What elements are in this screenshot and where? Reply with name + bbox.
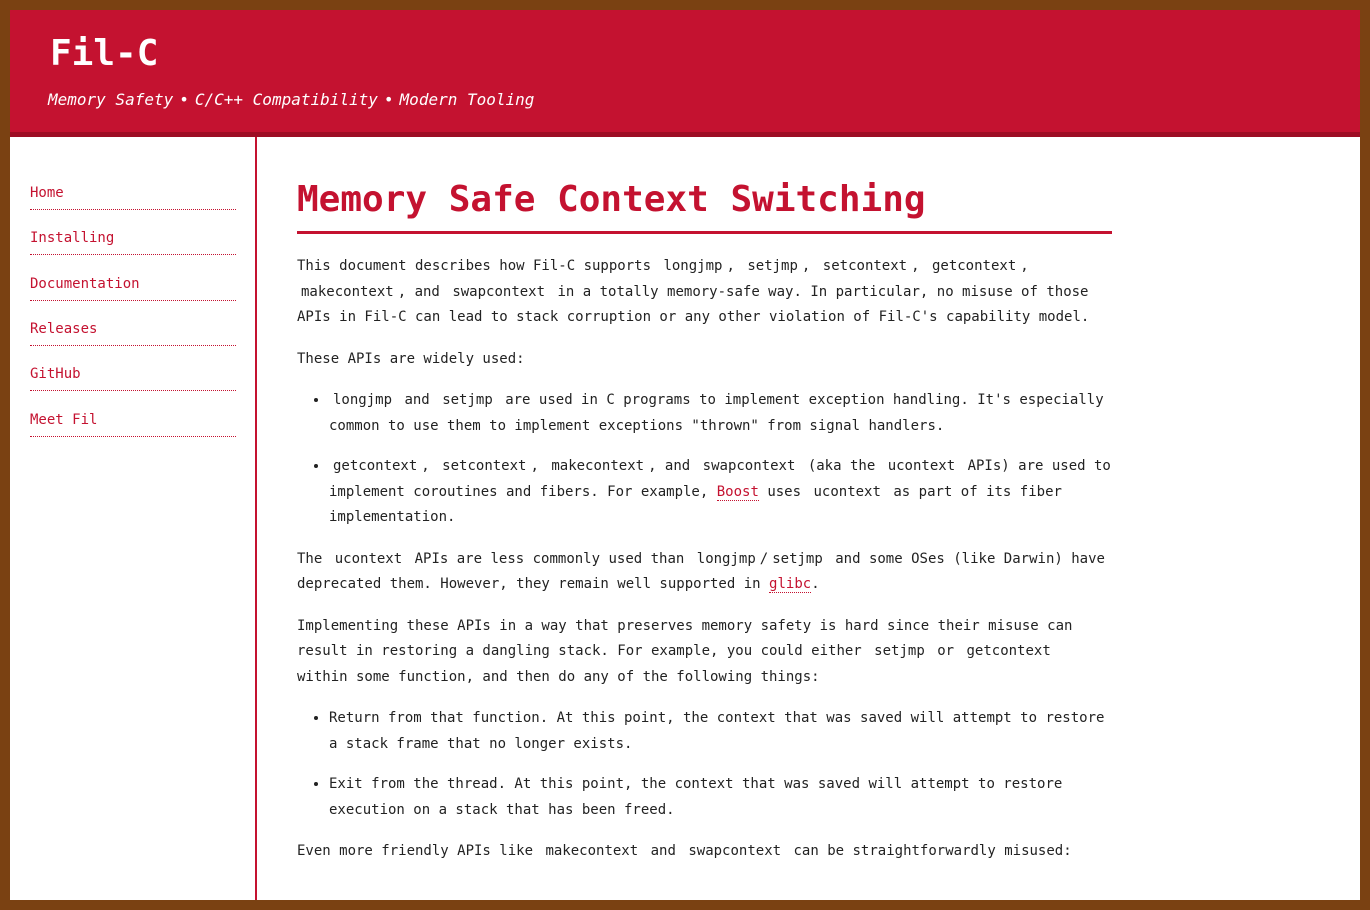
- main-content: [297, 137, 1112, 865]
- sidebar-nav: [10, 137, 257, 900]
- friendly-apis-paragraph: Even more friendly APIs like makecontext and swapcontext can be straightforwardly misused:: [297, 843, 1072, 859]
- code-setjmp: setjmp: [747, 258, 798, 274]
- code-longjmp: longjmp: [696, 550, 756, 567]
- page-title: Memory Safe Context Switching: [297, 177, 1112, 234]
- code-getcontext: getcontext: [931, 258, 1017, 274]
- tagline-compatibility: C/C++ Compatibility: [194, 90, 378, 109]
- sidebar-item-documentation[interactable]: Documentation: [30, 274, 236, 301]
- code-swapcontext: swapcontext: [702, 458, 796, 474]
- code-setcontext: setcontext: [822, 258, 908, 274]
- tagline-separator: •: [179, 90, 189, 109]
- code-ucontext: ucontext: [813, 483, 881, 500]
- sidebar-item-github[interactable]: GitHub: [30, 364, 236, 391]
- site-title[interactable]: Fil-C: [50, 33, 159, 74]
- intro-paragraph: This document describes how Fil-C supports longjmp , setjmp , setcontext , getcontext , makecontext , and swapcontext in a totally memory-safe way. In particular, no misuse of those APIs in Fil-C can lead to stack corruption or any other violation of Fil-C's capability model.: [297, 258, 1090, 325]
- usage-list: [297, 388, 1112, 531]
- code-swapcontext: swapcontext: [452, 283, 546, 300]
- implementation-paragraph: Implementing these APIs in a way that preserves memory safety is hard since their misuse can result in restoring a dangling stack. For example, you could either setjmp or getcontext within some function, and then do any of the following things:: [297, 617, 1073, 685]
- tagline-memory-safety: Memory Safety: [48, 90, 174, 109]
- code-makecontext: makecontext: [301, 283, 394, 300]
- code-swapcontext: swapcontext: [688, 843, 782, 859]
- boost-link[interactable]: Boost: [716, 483, 759, 500]
- glibc-link[interactable]: glibc: [769, 576, 812, 592]
- list-item: • Return from that function. At this point, the context that was saved will attempt to restore a stack frame that no longer exists.: [329, 706, 1112, 757]
- tagline-separator: •: [383, 90, 394, 109]
- usage-intro-paragraph: These APIs are widely used:: [297, 350, 525, 367]
- code-ucontext: ucontext: [887, 458, 956, 474]
- list-item: • longjmp and setjmp are used in C programs to implement exception handling. It's especially common to use them to implement exceptions "thrown" from signal handlers.: [329, 388, 1112, 439]
- code-getcontext: getcontext: [333, 458, 418, 474]
- site-header: [10, 10, 1360, 137]
- code-makecontext: makecontext: [551, 458, 645, 474]
- ucontext-paragraph: The ucontext APIs are less commonly used than longjmp / setjmp and some OSes (like Darwin) have deprecated them. However, they remain well supported in glibc.: [297, 550, 1105, 592]
- code-ucontext: ucontext: [334, 550, 403, 567]
- code-makecontext: makecontext: [545, 843, 639, 859]
- code-longjmp: longjmp: [663, 258, 723, 274]
- code-longjmp: longjmp: [333, 392, 393, 408]
- code-setcontext: setcontext: [442, 458, 527, 474]
- tagline-tooling: Modern Tooling: [399, 90, 535, 109]
- sidebar-item-installing[interactable]: Installing: [30, 228, 236, 255]
- code-setjmp: setjmp: [442, 392, 493, 408]
- code-getcontext: getcontext: [966, 643, 1051, 659]
- code-setjmp: setjmp: [874, 643, 925, 659]
- list-item: • Exit from the thread. At this point, the context that was saved will attempt to restore execution on a stack that has been freed.: [329, 772, 1112, 823]
- site-tagline: [48, 88, 534, 112]
- page-frame: [10, 10, 1360, 900]
- list-item: • getcontext , setcontext , makecontext , and swapcontext (aka the ucontext APIs) are used to implement coroutines and fibers. For example, Boost uses ucontext as part of its fiber implementation.: [329, 454, 1112, 531]
- code-setjmp: setjmp: [772, 550, 823, 567]
- sidebar-item-meet-fil[interactable]: Meet Fil: [30, 410, 236, 437]
- misuse-list: [297, 706, 1112, 823]
- sidebar-item-home[interactable]: Home: [30, 183, 236, 210]
- sidebar-item-releases[interactable]: Releases: [30, 319, 236, 346]
